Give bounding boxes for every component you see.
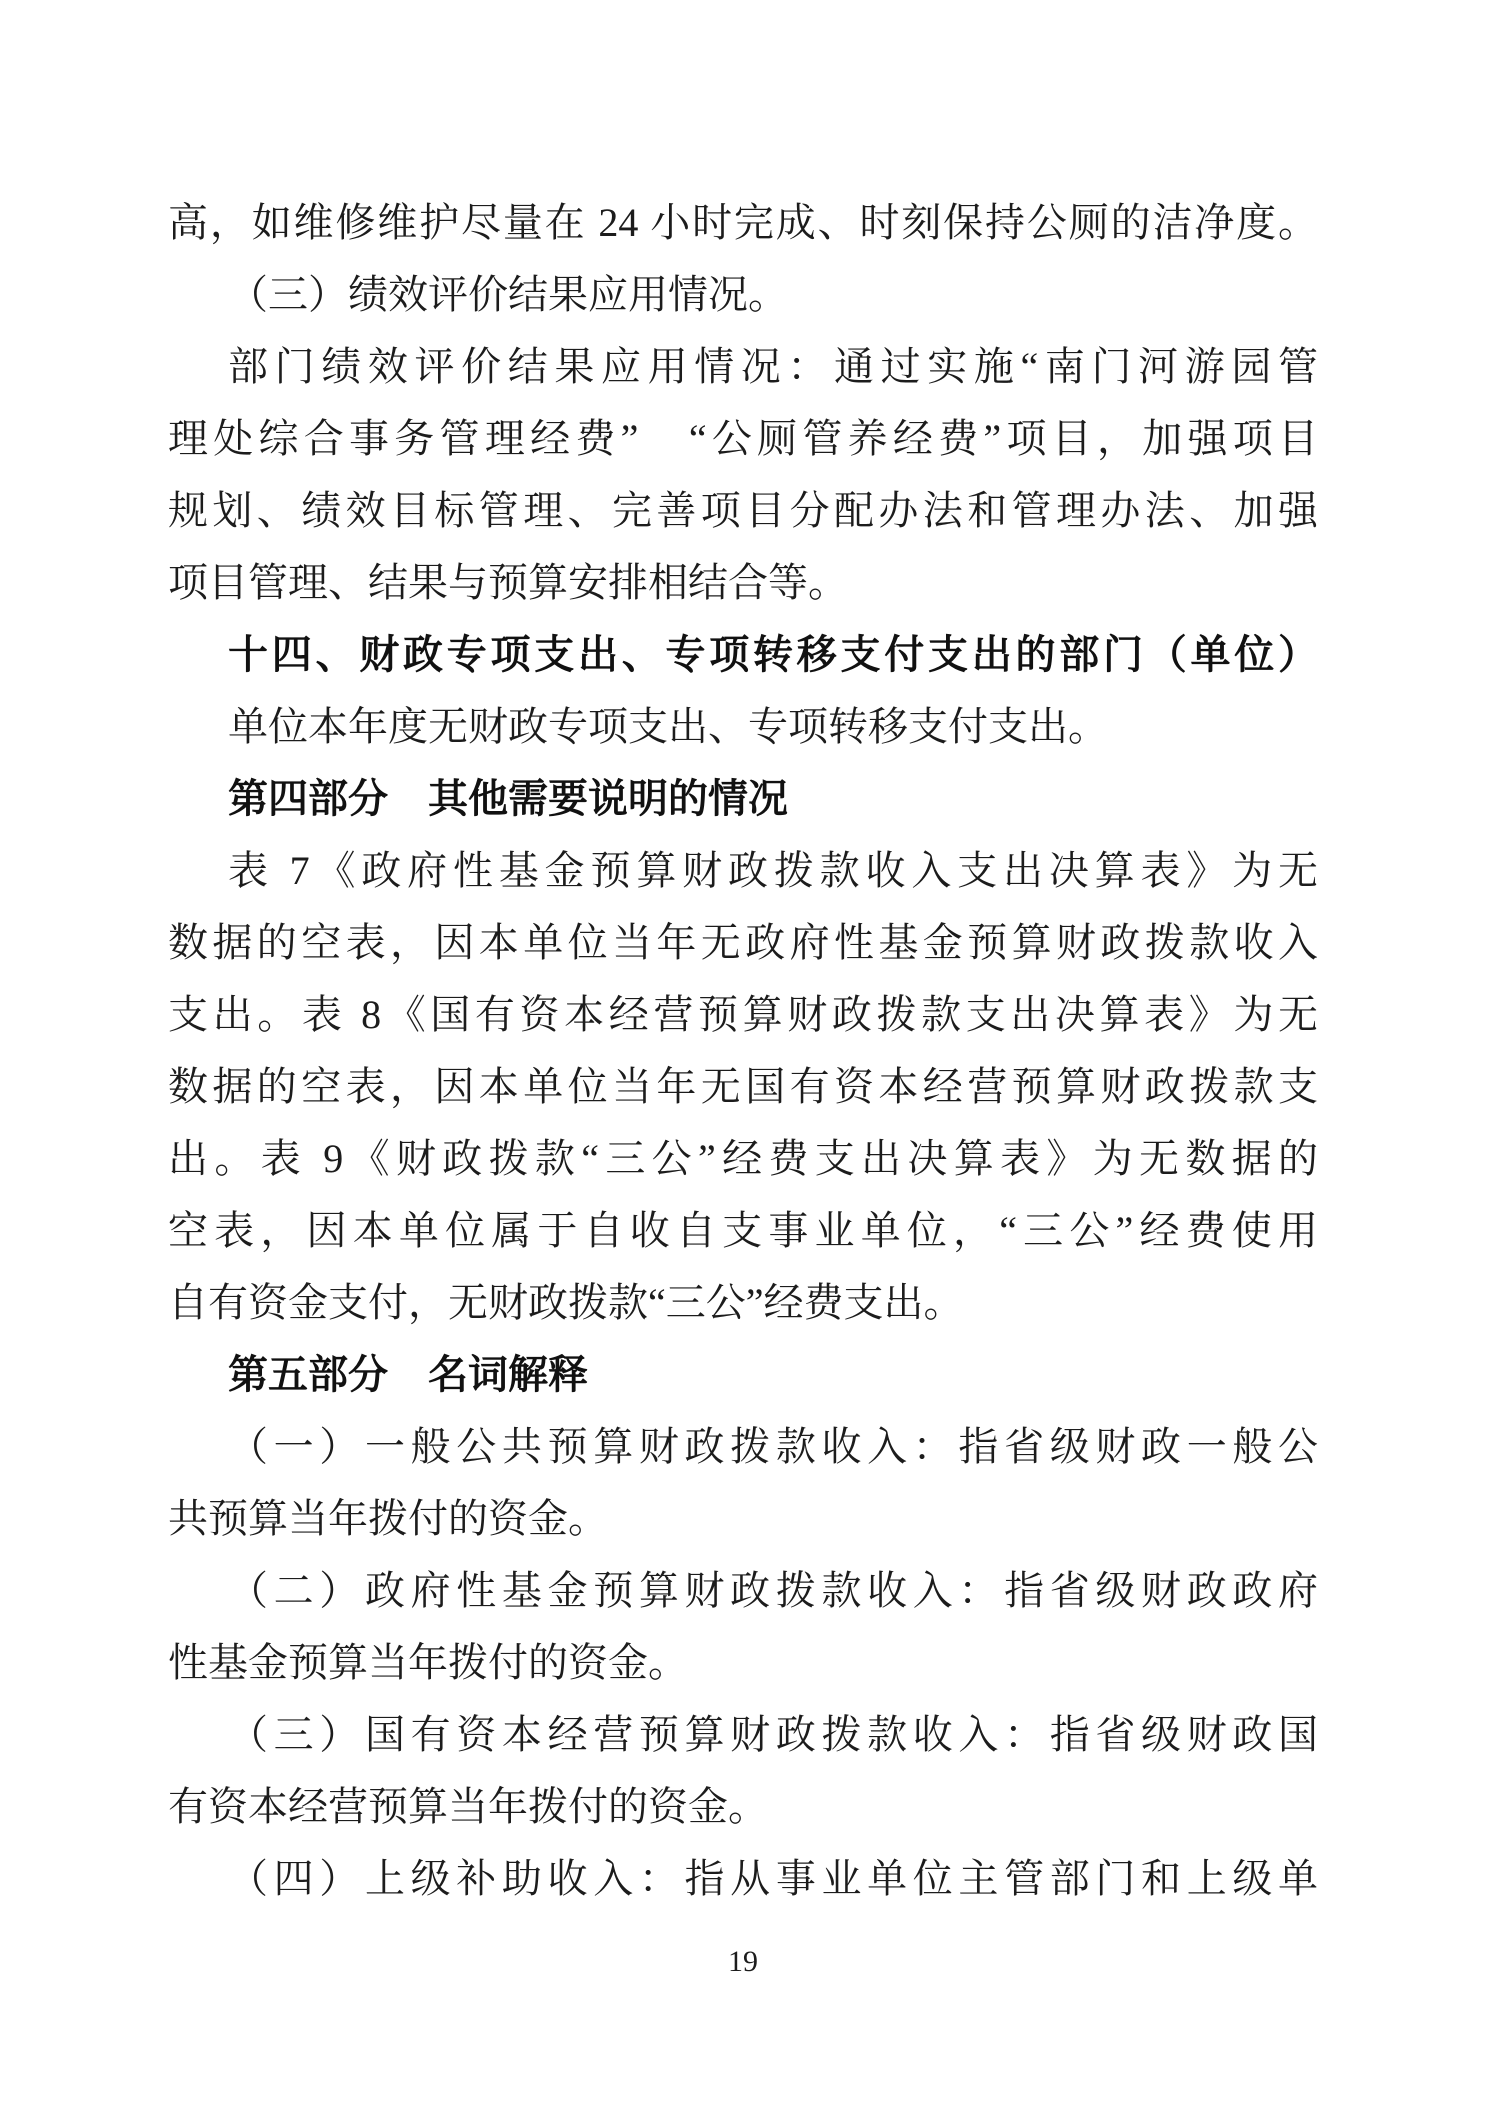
text-line: 共预算当年拨付的资金。: [168, 1496, 608, 1541]
text-line: 支出。表 8《国有资本经营预算财政拨款支出决算表》为无: [168, 992, 1318, 1037]
section-heading: 第五部分 名词解释: [228, 1353, 588, 1397]
document-lines: [168, 187, 1318, 1915]
text-line: 表 7《政府性基金预算财政拨款收入支出决算表》为无: [228, 848, 1318, 893]
text-line: 出。表 9《财政拨款“三公”经费支出决算表》为无数据的: [168, 1136, 1318, 1181]
section-heading: 第四部分 其他需要说明的情况: [228, 777, 788, 821]
text-line: 数据的空表，因本单位当年无国有资本经营预算财政拨款支: [168, 1064, 1318, 1109]
text-line: 规划、绩效目标管理、完善项目分配办法和管理办法、加强: [168, 488, 1318, 533]
text-line: 空表，因本单位属于自收自支事业单位，“三公”经费使用: [168, 1208, 1318, 1253]
text-line: （四）上级补助收入：指从事业单位主管部门和上级单: [228, 1856, 1318, 1901]
text-line: 项目管理、结果与预算安排相结合等。: [168, 560, 848, 605]
text-line: （三）国有资本经营预算财政拨款收入：指省级财政国: [228, 1712, 1318, 1757]
text-line: 高，如维修维护尽量在 24 小时完成、时刻保持公厕的洁净度。: [168, 200, 1318, 245]
text-line: （一）一般公共预算财政拨款收入：指省级财政一般公: [228, 1424, 1318, 1469]
text-line: 性基金预算当年拨付的资金。: [168, 1640, 688, 1685]
text-line: 数据的空表，因本单位当年无政府性基金预算财政拨款收入: [168, 920, 1318, 965]
section-heading: 十四、财政专项支出、专项转移支付支出的部门（单位）: [228, 633, 1318, 677]
text-line: 自有资金支付，无财政拨款“三公”经费支出。: [168, 1280, 964, 1325]
text-line: 理处综合事务管理经费” “公厕管养经费”项目，加强项目: [168, 416, 1318, 461]
text-line: （三）绩效评价结果应用情况。: [228, 272, 788, 317]
text-line: 单位本年度无财政专项支出、专项转移支付支出。: [228, 704, 1108, 749]
text-line: 部门绩效评价结果应用情况：通过实施“南门河游园管: [228, 344, 1318, 389]
text-line: （二）政府性基金预算财政拨款收入：指省级财政政府: [228, 1568, 1318, 1613]
page-number: 19: [728, 1945, 758, 1978]
text-line: 有资本经营预算当年拨付的资金。: [168, 1784, 768, 1829]
